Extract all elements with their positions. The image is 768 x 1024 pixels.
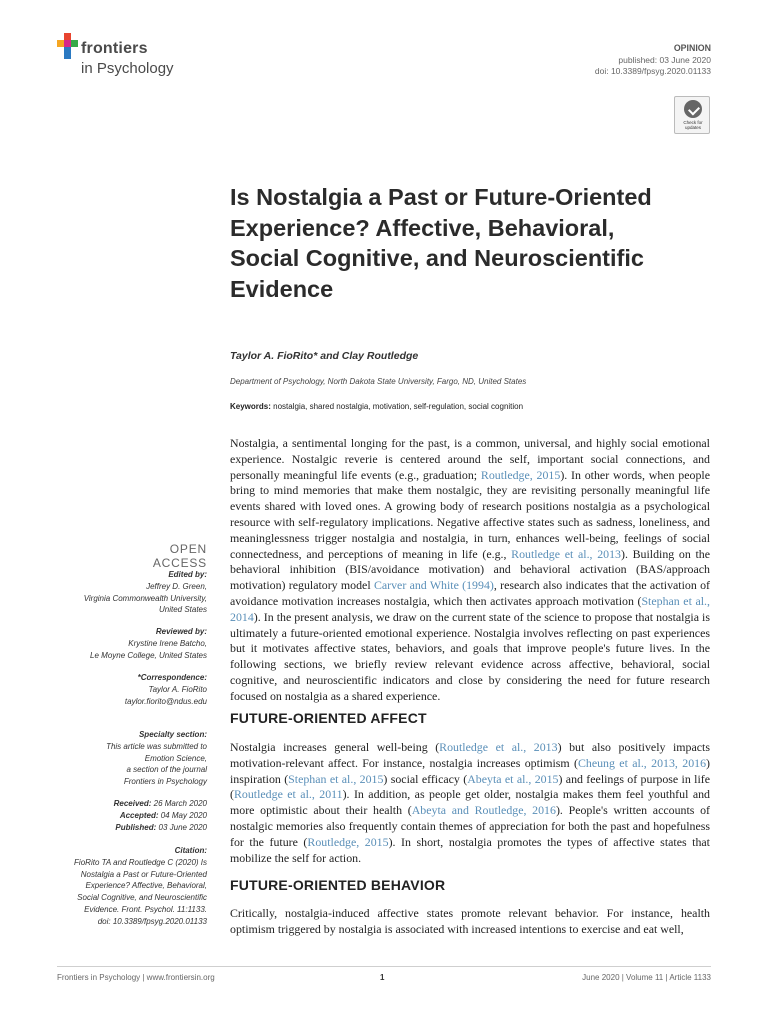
check-updates-label: Check for updates [683, 120, 703, 130]
citation-line: Evidence. Front. Psychol. 11:1133. [84, 904, 207, 914]
paragraph-text: ) social efficacy ( [383, 771, 468, 786]
section-heading-affect: FUTURE-ORIENTED AFFECT [230, 710, 427, 726]
citation-line: Social Cognitive, and Neuroscientific [77, 893, 207, 903]
citation-link[interactable]: Routledge, 2015 [480, 467, 561, 482]
received-label: Received: [113, 799, 152, 808]
open-access-label: OPEN ACCESS [152, 542, 207, 570]
citation-link[interactable]: Abeyta et al., 2015 [467, 771, 559, 786]
published-value: 03 June 2020 [158, 822, 207, 832]
section-heading-behavior: FUTURE-ORIENTED BEHAVIOR [230, 877, 446, 893]
journal-logo [57, 33, 217, 79]
paragraph-text: ). In short, nostalgia promotes the types of affective states that mobilize the self for action. [230, 834, 710, 865]
keywords-label: Keywords: [230, 402, 271, 411]
published-label: Published: [115, 822, 157, 832]
citation-link[interactable]: Abeyta and Routledge, 2016 [411, 803, 556, 818]
citation-link[interactable]: Routledge, 2015 [307, 834, 389, 849]
reviewed-by-label: Reviewed by: [155, 627, 207, 636]
specialty-line: Emotion Science, [144, 753, 207, 763]
reviewer-line: Le Moyne College, United States [90, 650, 207, 660]
paragraph-text: Nostalgia increases general well-being ( [230, 740, 440, 754]
article-type: OPINION [673, 43, 711, 53]
accepted-label: Accepted: [119, 810, 159, 820]
footer-journal[interactable]: Frontiers in Psychology | www.frontiersin.org [57, 973, 215, 982]
citation-link[interactable]: Carver and White (1994) [373, 578, 494, 593]
correspondence-email[interactable]: taylor.fiorito@ndus.edu [124, 696, 207, 706]
article-title: Is Nostalgia a Past or Future-Oriented Experience? Affective, Behavioral, Social Cognitive, and Neuroscientific Evidence [230, 184, 652, 302]
correspondence-name: Taylor A. FioRito [148, 684, 207, 694]
footer-divider [57, 966, 711, 967]
specialty-line: This article was submitted to [106, 741, 207, 751]
citation-link[interactable]: Cheung et al., 2013, 2016 [577, 755, 707, 770]
article-meta-header [595, 43, 711, 78]
reviewed-by-block [40, 626, 207, 661]
page-number: 1 [380, 973, 385, 982]
specialty-line: a section of the journal [126, 765, 207, 775]
paragraph-text: ). In addition, as people get older, nostalgia makes them feel youthful and more optimistic about their health ( [230, 787, 710, 818]
paragraph-text: ). People's written accounts of nostalgic memories also frequently contain themes of appreciation for both the past and hopefulness for the future ( [230, 803, 710, 849]
citation-link[interactable]: Routledge et al., 2011 [233, 787, 343, 802]
editor-line: United States [158, 605, 207, 615]
editor-line: Jeffrey D. Green, [146, 581, 207, 591]
article-doi[interactable]: doi: 10.3389/fpsyg.2020.01133 [594, 66, 711, 76]
check-icon [684, 100, 702, 118]
citation-link[interactable]: Stephan et al., 2015 [288, 771, 384, 786]
accepted-date [40, 810, 207, 822]
edited-by-block [40, 569, 207, 616]
keywords-text: nostalgia, shared nostalgia, motivation, self-regulation, social cognition [273, 402, 524, 411]
paragraph-text: , research also indicates that the activation of avoidance motivation increases nostalgia, which then activates approach motivation ( [230, 578, 710, 608]
specialty-section-block [40, 729, 207, 788]
body-paragraph-2 [230, 740, 710, 866]
paragraph-text: ). In other words, when people bring to mind memories that make them nostalgic, they are revisiting personally meaningful life events shared with loved ones. A growing body of research positions nostalgia as a psychological resource with self-regulatory implications. Negative affective states such as sadness, loneliness, and meaninglessness trigger nostalgia and nostalgia, in turn, enhances well-being, feelings of social connectedness, and perceptions of meaning in life (e.g., [230, 467, 711, 561]
article-authors: Taylor A. FioRito* and Clay Routledge [230, 350, 419, 362]
citation-line: doi: 10.3389/fpsyg.2020.01133 [97, 916, 207, 926]
correspondence-block [40, 672, 207, 707]
paragraph-text: ) inspiration ( [230, 755, 710, 786]
paragraph-text: Critically, nostalgia-induced affective states promote relevant behavior. For instance, health optimism triggered by nostalgia is associated with increased intentions to exercise and eat well, [230, 906, 710, 936]
frontiers-logo-icon [57, 33, 79, 59]
citation-link[interactable]: Routledge et al., 2013 [439, 740, 558, 754]
citation-link[interactable]: Stephan et al., 2014 [230, 593, 710, 624]
paragraph-text: ). In the present analysis, we draw on the current state of the science to propose that nostalgia is ultimately a future-oriented emotional experience. Nostalgia involves reflecting on past experiences but it motivates affective states, behaviors, and goals that improve people's future lives. In the following sections, we briefly review relevant evidence across affective, behavioral, social cognitive, and neuroscientific indicators and close by considering the need for future research focused on nostalgia as a shared experience. [230, 609, 710, 703]
citation-link[interactable]: Routledge et al., 2013 [511, 546, 621, 561]
journal-name: frontiers [81, 40, 148, 57]
accepted-value: 04 May 2020 [160, 810, 207, 820]
body-paragraph-1 [230, 436, 710, 705]
citation-line: FioRito TA and Routledge C (2020) Is [74, 857, 207, 867]
published-date: published: 03 June 2020 [618, 54, 711, 65]
reviewer-line: Krystine Irene Batcho, [128, 638, 207, 648]
correspondence-label: *Correspondence: [137, 673, 207, 682]
keywords [230, 402, 523, 411]
citation-line: Nostalgia a Past or Future-Oriented [80, 869, 207, 879]
editor-line: Virginia Commonwealth University, [83, 593, 207, 603]
author-affiliation: Department of Psychology, North Dakota State University, Fargo, ND, United States [230, 377, 527, 386]
published-date-sidebar [40, 822, 207, 834]
received-value: 26 March 2020 [153, 799, 207, 808]
received-date [40, 798, 207, 810]
body-paragraph-3 [230, 906, 710, 938]
citation-line: Experience? Affective, Behavioral, [85, 881, 207, 891]
journal-subname: in Psychology [81, 60, 174, 77]
edited-by-label: Edited by: [168, 570, 207, 579]
paragraph-text: ) and feelings of purpose in life ( [230, 771, 710, 802]
specialty-line: Frontiers in Psychology [123, 777, 207, 787]
paragraph-text: Nostalgia, a sentimental longing for the past, is a common, universal, and highly social emotional experience. Nostalgic reverie is centered around the self, important social connections, and personally meaningful life events (e.g., graduation; [230, 436, 710, 482]
specialty-label: Specialty section: [138, 730, 207, 739]
citation-block [40, 845, 207, 928]
paragraph-text: ). Building on the behavioral inhibition (BIS/avoidance motivation) and behavioral activation (BAS/approach motivation) regulatory model [230, 546, 711, 593]
paragraph-text: ) but also positively impacts motivation-relevant affect. For instance, nostalgia increases optimism ( [230, 740, 710, 770]
footer-issue: June 2020 | Volume 11 | Article 1133 [582, 973, 711, 982]
check-for-updates-badge[interactable] [674, 96, 710, 134]
dates-block [40, 798, 207, 833]
citation-label: Citation: [174, 846, 207, 855]
